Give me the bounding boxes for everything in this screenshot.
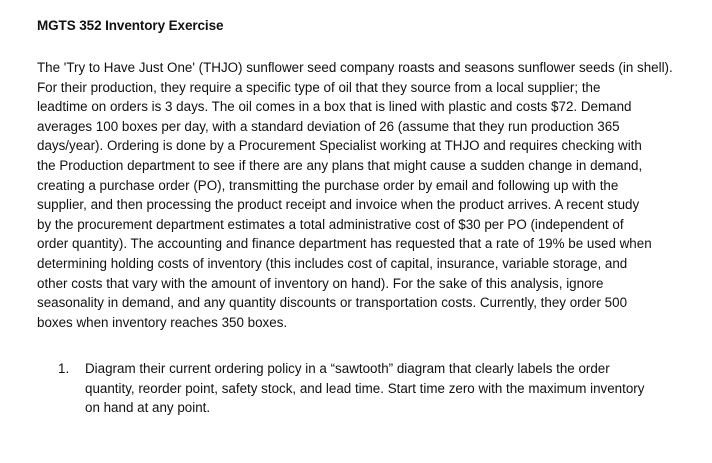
paragraph-line: averages 100 boxes per day, with a standard deviation of 26 (assume that they run production 365 bbox=[37, 118, 620, 134]
paragraph-line: order quantity). The accounting and finance department has requested that a rate of 19% be used when bbox=[37, 236, 652, 252]
paragraph-line: other costs that vary with the amount of inventory on hand). For the sake of this analysis, ignore bbox=[37, 275, 604, 291]
document-title: MGTS 352 Inventory Exercise bbox=[37, 18, 224, 33]
paragraph-line: leadtime on orders is 3 days. The oil comes in a box that is lined with plastic and costs $72. Demand bbox=[37, 99, 632, 115]
paragraph-line: seasonality in demand, and any quantity discounts or transportation costs. Currently, they order 500 bbox=[37, 295, 628, 311]
question-text bbox=[85, 359, 685, 418]
paragraph-line: creating a purchase order (PO), transmitting the purchase order by email and following up with the bbox=[37, 177, 619, 193]
paragraph-line: boxes when inventory reaches 350 boxes. bbox=[37, 314, 288, 330]
question-number: 1. bbox=[58, 361, 70, 376]
question-line: on hand at any point. bbox=[85, 400, 211, 416]
paragraph-line: days/year). Ordering is done by a Procurement Specialist working at THJO and requires checking with bbox=[37, 138, 642, 154]
paragraph-line: The 'Try to Have Just One' (THJO) sunflower seed company roasts and seasons sunflower seeds (in shell). bbox=[37, 60, 673, 75]
question-line: Diagram their current ordering policy in a “sawtooth” diagram that clearly labels the order bbox=[85, 361, 610, 376]
paragraph-line: For their production, they require a specific type of oil that they source from a local supplier; the bbox=[37, 79, 601, 95]
paragraph-line: by the procurement department estimates a total administrative cost of $30 per PO (independent of bbox=[37, 216, 624, 232]
question-line: quantity, reorder point, safety stock, and lead time. Start time zero with the maximum inventory bbox=[85, 380, 645, 396]
paragraph-line: the Production department to see if there are any plans that might cause a sudden change in demand, bbox=[37, 157, 643, 173]
problem-paragraph bbox=[37, 58, 677, 332]
paragraph-line: determining holding costs of inventory (this includes cost of capital, insurance, variable storage, and bbox=[37, 255, 628, 271]
paragraph-line: supplier, and then processing the product receipt and invoice when the product arrives. A recent study bbox=[37, 197, 640, 213]
